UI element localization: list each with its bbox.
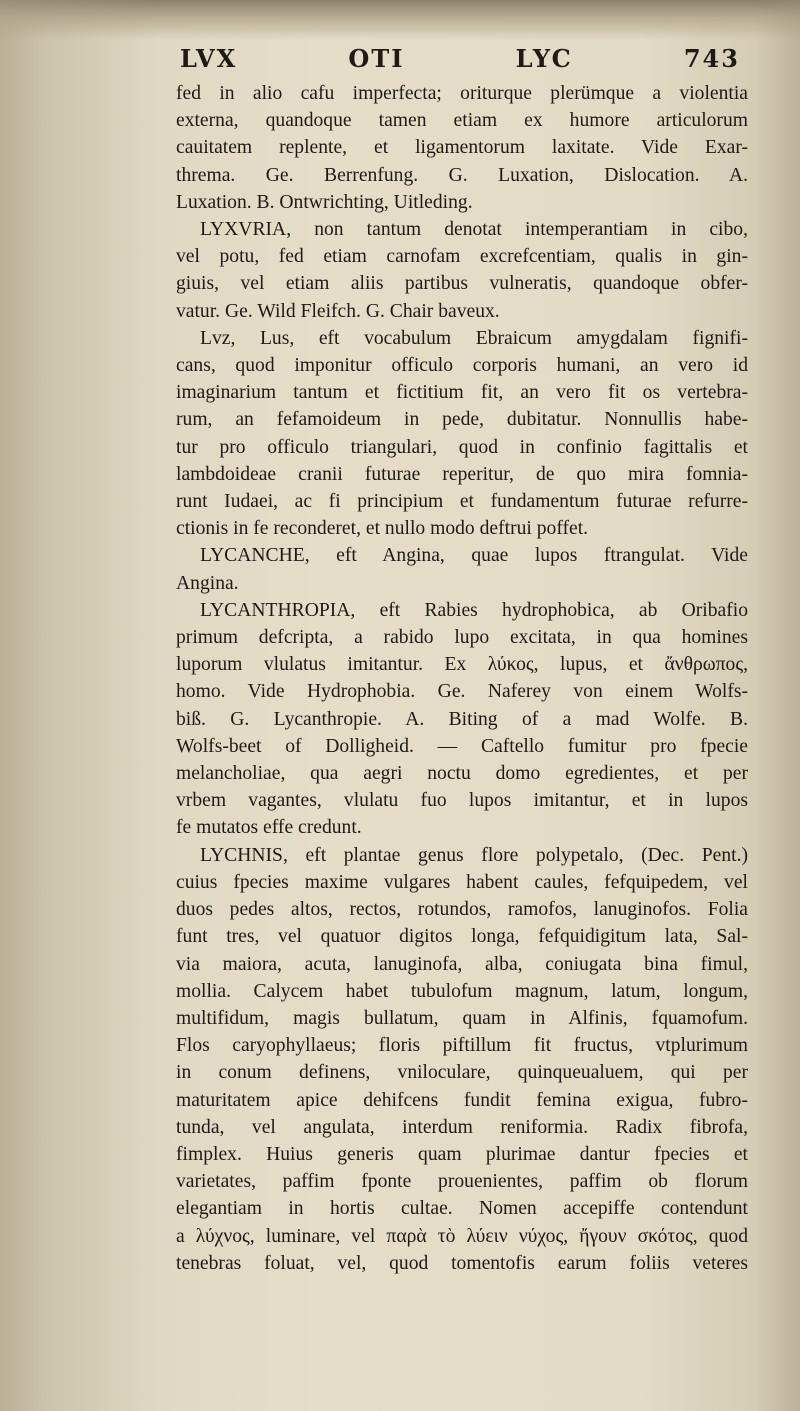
text-line: luporum vlulatus imitantur. Ex λύκος, lupus, et ἄνθρωπος, [176, 654, 748, 676]
text-line: elegantiam in hortis cultae. Nomen accepiffe contendunt [176, 1198, 748, 1220]
text-line: tunda, vel angulata, interdum reniformia. Radix fibrofa, [176, 1116, 748, 1138]
running-head-right: LYC [515, 44, 573, 73]
text-line: a λύχνος, luminare, vel παρὰ τὸ λύειν νύχος, ἤγουν σκότος, quod [176, 1225, 748, 1247]
text-line: via maiora, acuta, lanuginofa, alba, coniugata bina fimul, [176, 953, 748, 975]
text-line: varietates, paffim fponte prouenientes, paffim ob florum [176, 1171, 748, 1193]
text-line: multifidum, magis bullatum, quam in Alfinis, fquamofum. [176, 1007, 748, 1029]
text-line: duos pedes altos, rectos, rotundos, ramofos, lanuginofos. Folia [176, 899, 748, 921]
text-line: funt tres, vel quatuor digitos longa, fefquidigitum lata, Sal- [176, 926, 748, 948]
text-line: biß. G. Lycanthropie. A. Biting of a mad Wolfe. B. [176, 708, 748, 730]
text-line: vrbem vagantes, vlulatu fuo lupos imitantur, et in lupos [176, 790, 748, 812]
text-line: primum defcripta, a rabido lupo excitata, in qua homines [176, 627, 748, 649]
text-line: fimplex. Huius generis quam plurimae dantur fpecies et [176, 1143, 748, 1165]
text-line: cuius fpecies maxime vulgares habent caules, fefquipedem, vel [176, 871, 748, 893]
text-line: Angina. [176, 572, 239, 594]
text-line: Luxation. B. Ontwrichting, Uitleding. [176, 191, 473, 213]
text-line: cauitatem replente, et ligamentorum laxitate. Vide Exar- [176, 137, 748, 159]
dictionary-text [176, 80, 748, 1277]
entry-lycanche: LYCANCHE, eft Angina, quae lupos ftrangulat. Vide [200, 545, 748, 567]
text-line: fe mutatos effe credunt. [176, 817, 362, 839]
text-line: runt Iudaei, ac fi principium et fundamentum futurae refurre- [176, 491, 748, 513]
entry-lycanthropia: LYCANTHROPIA, eft Rabies hydrophobica, ab Oribafio [200, 599, 748, 621]
running-head-center: OTI [348, 44, 405, 73]
text-line: maturitatem apice dehifcens fundit femina exigua, fubro- [176, 1089, 748, 1111]
text-line: threma. Ge. Berrenfung. G. Luxation, Dislocation. A. [176, 164, 748, 186]
text-line: mollia. Calycem habet tubulofum magnum, latum, longum, [176, 980, 748, 1002]
entry-lychnis: LYCHNIS, eft plantae genus flore polypetalo, (Dec. Pent.) [200, 844, 748, 866]
text-line: cans, quod imponitur officulo corporis humani, an vero id [176, 355, 748, 377]
text-line: imaginarium tantum et fictitium fit, an vero fit os vertebra- [176, 382, 748, 404]
text-line: lambdoideae cranii futurae reperitur, de quo mira fomnia- [176, 463, 748, 485]
text-line: Flos caryophyllaeus; floris piftillum fit fructus, vtplurimum [176, 1035, 748, 1057]
text-line: tenebras foluat, vel, quod tomentofis earum foliis veteres [176, 1252, 748, 1274]
running-head [180, 44, 740, 73]
left-margin-shade [0, 0, 160, 1411]
text-line: melancholiae, qua aegri noctu domo egredientes, et per [176, 763, 748, 785]
text-line: ctionis in fe reconderet, et nullo modo deftrui poffet. [176, 518, 589, 540]
text-line: tur pro officulo triangulari, quod in confinio fagittalis et [176, 436, 748, 458]
page-number: 743 [683, 44, 740, 73]
entry-lyxuria: LYXVRIA, non tantum denotat intemperantiam in cibo, [200, 219, 748, 241]
text-line: homo. Vide Hydrophobia. Ge. Naferey von einem Wolfs- [176, 681, 748, 703]
text-line: vatur. Ge. Wild Fleifch. G. Chair baveux. [176, 300, 500, 322]
entry-luz: Lvz, Lus, eft vocabulum Ebraicum amygdalam fignifi- [200, 327, 748, 349]
text-line: giuis, vel etiam aliis partibus vulneratis, quandoque obfer- [176, 273, 748, 295]
right-margin-shade [755, 0, 800, 1411]
text-line: fed in alio cafu imperfecta; oriturque plerümque a violentia [176, 83, 748, 104]
text-line: externa, quandoque tamen etiam ex humore articulorum [176, 110, 748, 132]
running-head-left: LVX [180, 44, 238, 73]
text-line: Wolfs-beet of Dolligheid. — Caftello fumitur pro fpecie [176, 735, 748, 757]
text-line: in conum definens, vniloculare, quinqueualuem, qui per [176, 1062, 748, 1084]
text-line: vel potu, fed etiam carnofam excrefcentiam, qualis in gin- [176, 246, 748, 268]
text-line: rum, an fefamoideum in pede, dubitatur. Nonnullis habe- [176, 409, 748, 431]
